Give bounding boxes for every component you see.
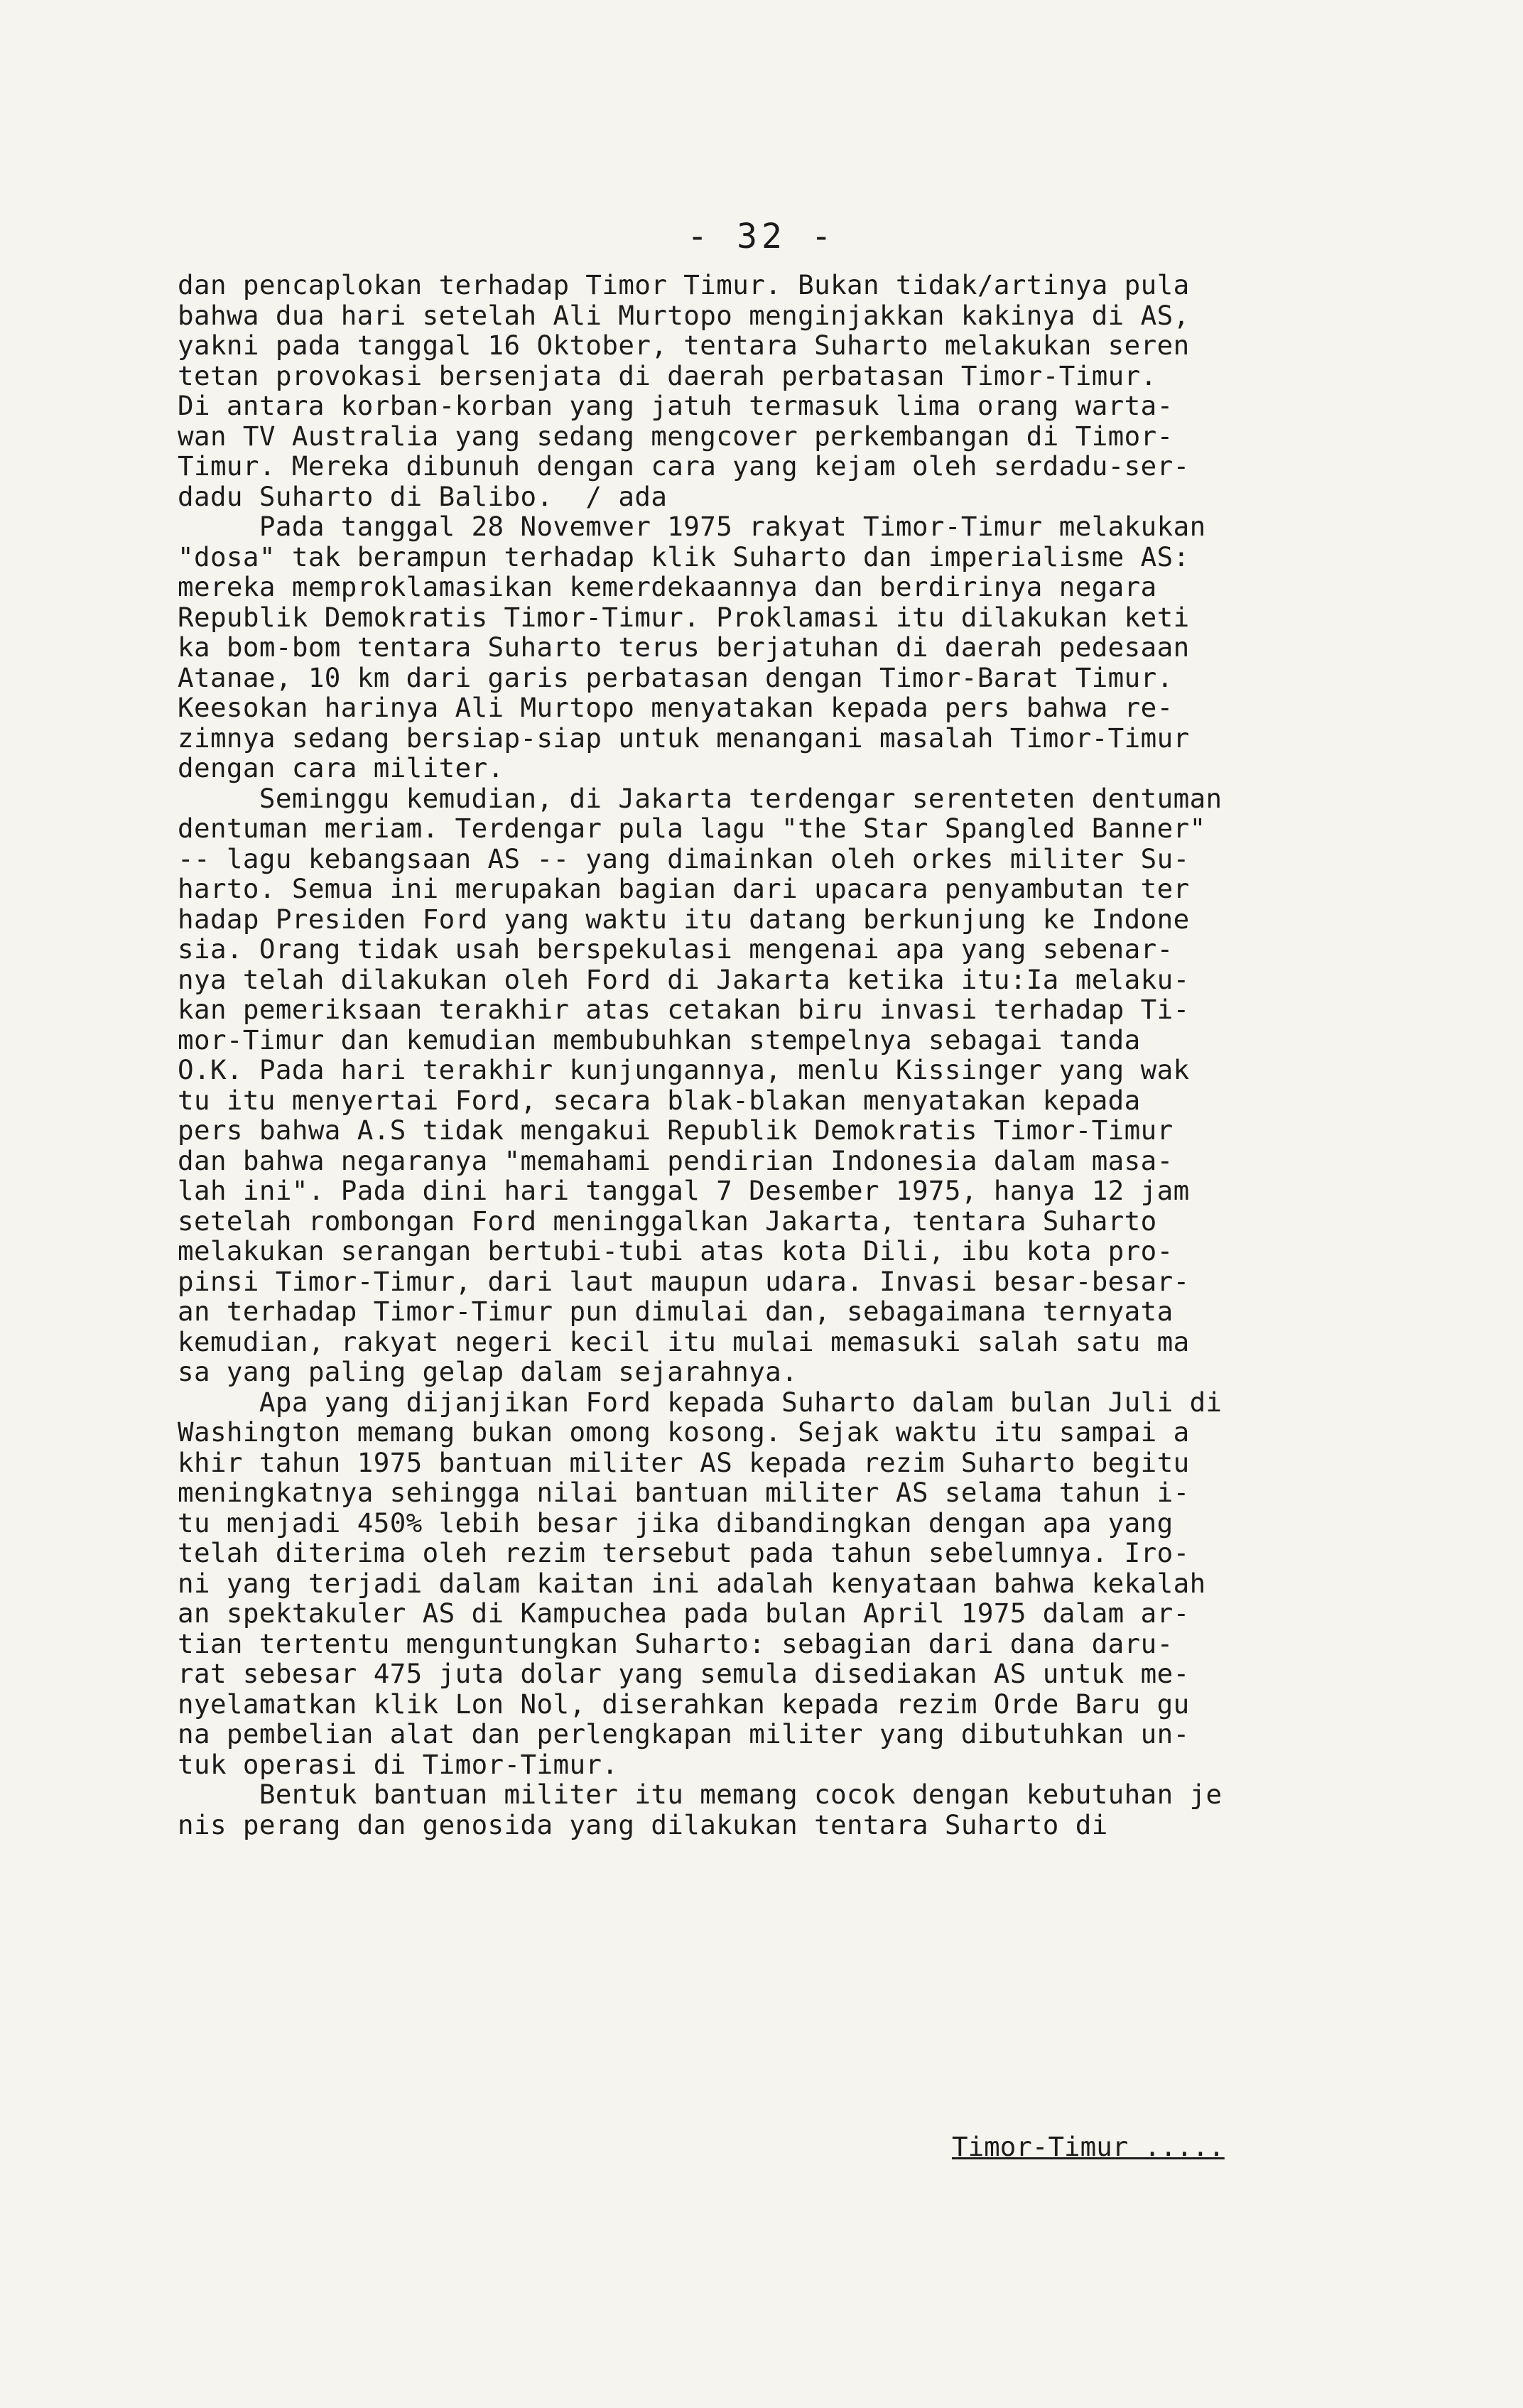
text-line: wan TV Australia yang sedang mengcover perkembangan di Timor- [178, 420, 1174, 452]
text-line: Keesokan harinya Ali Murtopo menyatakan kepada pers bahwa re- [178, 692, 1174, 723]
text-line: an terhadap Timor-Timur pun dimulai dan, sebagaimana ternyata [178, 1296, 1174, 1327]
text-line: Washington memang bukan omong kosong. Sejak waktu itu sampai a [178, 1416, 1190, 1448]
text-line: telah diterima oleh rezim tersebut pada tahun sebelumnya. Iro- [178, 1537, 1190, 1568]
text-line: dan bahwa negaranya "memahami pendirian Indonesia dalam masa- [178, 1144, 1174, 1176]
catchword: Timor-Timur ..... [952, 2131, 1225, 2162]
text-line: bahwa dua hari setelah Ali Murtopo menginjakkan kakinya di AS, [178, 299, 1190, 331]
text-line: lah ini". Pada dini hari tanggal 7 Desember 1975, hanya 12 jam [178, 1175, 1190, 1206]
text-line: yakni pada tanggal 16 Oktober, tentara Suharto melakukan seren [178, 330, 1190, 361]
text-line: kan pemeriksaan terakhir atas cetakan biru invasi terhadap Ti- [178, 994, 1190, 1025]
text-line: mor-Timur dan kemudian membubuhkan stempelnya sebagai tanda [178, 1024, 1141, 1056]
text-line: Pada tanggal 28 Novemver 1975 rakyat Timor-Timur melakukan [178, 511, 1206, 542]
body-text [178, 270, 1307, 1840]
text-line: ka bom-bom tentara Suharto terus berjatuhan di daerah pedesaan [178, 631, 1190, 663]
text-line: tuk operasi di Timor-Timur. [178, 1748, 619, 1780]
text-line: Republik Demokratis Timor-Timur. Proklamasi itu dilakukan keti [178, 601, 1190, 633]
text-line: nya telah dilakukan oleh Ford di Jakarta ketika itu:Ia melaku- [178, 963, 1190, 995]
text-line: dengan cara militer. [178, 752, 504, 783]
text-line: dentuman meriam. Terdengar pula lagu "the Star Spangled Banner" [178, 813, 1206, 844]
text-line: dan pencaplokan terhadap Timor Timur. Bukan tidak/artinya pula [178, 269, 1190, 300]
text-line: hadap Presiden Ford yang waktu itu datang berkunjung ke Indone [178, 903, 1190, 935]
text-line: tetan provokasi bersenjata di daerah perbatasan Timor-Timur. [178, 359, 1157, 391]
text-line: sa yang paling gelap dalam sejarahnya. [178, 1356, 798, 1387]
text-line: mereka memproklamasikan kemerdekaannya dan berdirinya negara [178, 571, 1157, 602]
text-line: pers bahwa A.S tidak mengakui Republik Demokratis Timor-Timur [178, 1114, 1174, 1146]
text-line: kemudian, rakyat negeri kecil itu mulai memasuki salah satu ma [178, 1325, 1190, 1357]
text-line: rat sebesar 475 juta dolar yang semula disediakan AS untuk me- [178, 1658, 1190, 1689]
text-line: meningkatnya sehingga nilai bantuan militer AS selama tahun i- [178, 1477, 1190, 1508]
text-line: harto. Semua ini merupakan bagian dari upacara penyambutan ter [178, 873, 1190, 904]
text-line: O.K. Pada hari terakhir kunjungannya, menlu Kissinger yang wak [178, 1054, 1190, 1085]
text-line: nyelamatkan klik Lon Nol, diserahkan kepada rezim Orde Baru gu [178, 1688, 1190, 1720]
text-line: khir tahun 1975 bantuan militer AS kepada rezim Suharto begitu [178, 1446, 1190, 1478]
text-line: tu itu menyertai Ford, secara blak-blakan menyatakan kepada [178, 1084, 1141, 1116]
text-line: ni yang terjadi dalam kaitan ini adalah kenyataan bahwa kekalah [178, 1567, 1206, 1599]
catchword-footer [952, 2131, 1225, 2162]
text-line: tian tertentu menguntungkan Suharto: sebagian dari dana daru- [178, 1627, 1174, 1659]
text-line: pinsi Timor-Timur, dari laut maupun udara. Invasi besar-besar- [178, 1265, 1190, 1297]
text-line: Seminggu kemudian, di Jakarta terdengar serenteten dentuman [178, 782, 1223, 814]
text-line: dadu Suharto di Balibo. / ada [178, 480, 668, 512]
text-line: Bentuk bantuan militer itu memang cocok dengan kebutuhan je [178, 1779, 1223, 1810]
text-line: -- lagu kebangsaan AS -- yang dimainkan oleh orkes militer Su- [178, 842, 1190, 874]
text-line: Timur. Mereka dibunuh dengan cara yang kejam oleh serdadu-ser- [178, 450, 1190, 482]
text-line: tu menjadi 450% lebih besar jika dibandingkan dengan apa yang [178, 1507, 1174, 1539]
page-number: - 32 - [687, 217, 836, 256]
text-line: Di antara korban-korban yang jatuh termasuk lima orang warta- [178, 390, 1174, 421]
text-line: Apa yang dijanjikan Ford kepada Suharto dalam bulan Juli di [178, 1386, 1223, 1418]
text-line: na pembelian alat dan perlengkapan militer yang dibutuhkan un- [178, 1718, 1190, 1750]
text-line: "dosa" tak berampun terhadap klik Suharto dan imperialisme AS: [178, 541, 1190, 573]
text-line: melakukan serangan bertubi-tubi atas kota Dili, ibu kota pro- [178, 1235, 1174, 1267]
text-line: zimnya sedang bersiap-siap untuk menangani masalah Timor-Timur [178, 722, 1190, 754]
text-line: sia. Orang tidak usah berspekulasi mengenai apa yang sebenar- [178, 933, 1174, 965]
text-line: Atanae, 10 km dari garis perbatasan dengan Timor-Barat Timur. [178, 661, 1174, 693]
text-line: setelah rombongan Ford meninggalkan Jakarta, tentara Suharto [178, 1205, 1157, 1237]
text-line: an spektakuler AS di Kampuchea pada bulan April 1975 dalam ar- [178, 1598, 1190, 1629]
text-line: nis perang dan genosida yang dilakukan tentara Suharto di [178, 1808, 1108, 1840]
